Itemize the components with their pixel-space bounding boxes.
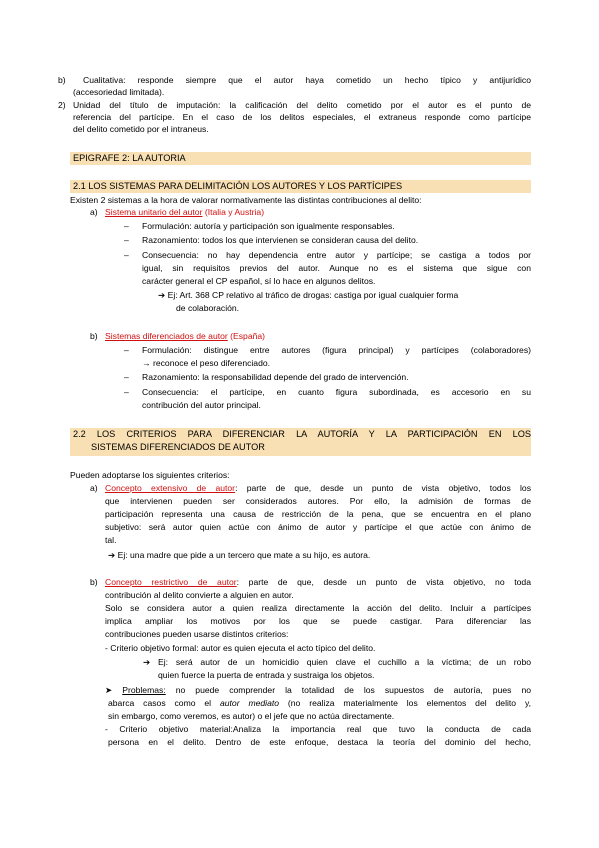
subheading-sistema-unitario: Sistema unitario del autor (Italia y Austria): [105, 207, 265, 217]
section-heading-epigrafe: EPIGRAFE 2: LA AUTORIA: [70, 152, 531, 165]
term-concepto-restrictivo: Concepto restrictivo de autor: [105, 577, 237, 587]
bullet-text: → reconoce el peso diferenciado.: [142, 358, 271, 368]
paragraph-line: que intervienen pueden ser considerados autores. Por ello, la admisión de formas de: [105, 496, 531, 506]
heading-line: 2.2 LOS CRITERIOS PARA DIFERENCIAR LA AUTORÍA Y LA PARTICIPACIÓN EN LOS: [73, 429, 531, 439]
bullet-text: carácter general el CP español, sí lo hace en algunos delitos.: [142, 276, 376, 286]
paragraph-line: Existen 2 sistemas a la hora de valorar normativamente las distintas contribuciones al delito:: [70, 195, 422, 205]
list-marker: b): [90, 331, 98, 341]
paragraph-line: (accesoriedad limitada).: [73, 87, 165, 97]
paragraph-line: Cualitativa: responde siempre que el autor haya cometido un hecho típico y antijurídico: [83, 75, 531, 85]
list-marker: a): [90, 207, 98, 217]
dash-bullet: –: [124, 221, 129, 231]
list-marker: b): [58, 75, 66, 85]
dash-bullet: –: [124, 372, 129, 382]
criterion-line: - Criterio objetivo formal: autor es quien ejecuta el acto típico del delito.: [105, 643, 376, 653]
list-marker: a): [90, 483, 98, 493]
bullet-text: contribución del autor principal.: [142, 400, 261, 410]
paragraph-line: del delito cometido por el intraneus.: [73, 124, 209, 134]
section-heading-2-1: 2.1 LOS SISTEMAS PARA DELIMITACIÓN LOS AUTORES Y LOS PARTÍCIPES: [70, 180, 531, 193]
term-concepto-extensivo: Concepto extensivo de autor: [105, 483, 236, 493]
bullet-text: Consecuencia: el partícipe, en cuanto figura subordinada, es accesorio en su: [142, 387, 531, 397]
dash-bullet: –: [124, 345, 129, 355]
paragraph-line: Unidad del título de imputación: la calificación del delito cometido por el autor es el punto de: [73, 100, 531, 110]
arrow-bullet-icon: ➤: [105, 685, 113, 695]
dash-bullet: –: [124, 250, 129, 260]
paragraph-line: Pueden adoptarse los siguientes criterios:: [70, 470, 230, 480]
list-marker: b): [90, 577, 98, 587]
bullet-text: Formulación: distingue entre autores (figura principal) y partícipes (colaboradores): [142, 345, 531, 355]
dash-bullet: –: [124, 387, 129, 397]
bullet-text: igual, sin requisitos previos del autor. Aunque no es el sistema que sigue con: [142, 263, 531, 273]
paragraph-line: Concepto extensivo de autor: parte de que, desde un punto de vista objetivo, todos los: [105, 483, 532, 493]
paragraph-line: tal.: [105, 535, 117, 545]
bullet-text: Formulación: autoría y participación son igualmente responsables.: [142, 221, 395, 231]
heading-line: SISTEMAS DIFERENCIADOS DE AUTOR: [91, 442, 265, 452]
section-heading-2-2: [70, 428, 531, 456]
dash-bullet: –: [124, 235, 129, 245]
example-line: ➔ Ej: Art. 368 CP relativo al tráfico de drogas: castiga por igual cualquier forma: [158, 290, 459, 300]
paragraph-line: participación representa una causa de restricción de la pena, que se encuentra en el plano: [105, 509, 531, 519]
problems-label: Problemas:: [122, 685, 166, 695]
example-line: ➔ Ej: una madre que pide a un tercero que mate a su hijo, es autora.: [108, 550, 371, 560]
bullet-text: Razonamiento: la responsabilidad depende del grado de intervención.: [142, 372, 409, 382]
problems-line: ➤ Problemas: no puede comprender la totalidad de los supuestos de autoría, pues no: [105, 685, 532, 695]
example-line: quien fuerce la puerta de entrada y sustraiga los objetos.: [158, 670, 375, 680]
paragraph-line: sin embargo, como veremos, es autor) o el jefe que no actúa directamente.: [108, 711, 395, 721]
paragraph-line: implica ampliar los motivos por los que se puede castigar. Para diferenciar las: [105, 616, 531, 626]
paragraph-line: abarca casos como el autor mediato (no realiza materialmente los elementos del delito y,: [108, 698, 531, 708]
list-marker: 2): [58, 100, 66, 110]
paragraph-line: subjetivo: será autor quien actúe con ánimo de autor y partícipe el que actúe con ánimo de: [105, 522, 531, 532]
criterion-line: - Criterio objetivo material:Analiza la importancia real que tuvo la conducta de cada: [105, 724, 531, 734]
subheading-sistemas-diferenciados: Sistemas diferenciados de autor (España): [105, 331, 266, 341]
example-line: ➔ Ej: será autor de un homicidio quien clave el cuchillo a la víctima; de un robo: [143, 657, 531, 667]
paragraph-line: Concepto restrictivo de autor: parte de que, desde un punto de vista objetivo, no toda: [105, 577, 531, 587]
paragraph-line: persona en el delito. Dentro de este enfoque, destaca la teoría del dominio del hecho,: [108, 737, 531, 747]
example-line: de colaboración.: [176, 303, 240, 313]
paragraph-line: referencia del partícipe. En el caso de los delitos especiales, el extraneus responde como partícipe: [73, 112, 531, 122]
paragraph-line: contribución al delito convierte a alguien en autor.: [105, 590, 294, 600]
paragraph-line: Solo se considera autor a quien realiza directamente la acción del delito. Incluir a partícipes: [105, 603, 531, 613]
bullet-text: Consecuencia: no hay dependencia entre autor y partícipe; se castiga a todos por: [142, 250, 531, 260]
paragraph-line: contribuciones pueden usarse distintos criterios:: [105, 629, 289, 639]
bullet-text: Razonamiento: todos los que intervienen se consideran causa del delito.: [142, 235, 419, 245]
